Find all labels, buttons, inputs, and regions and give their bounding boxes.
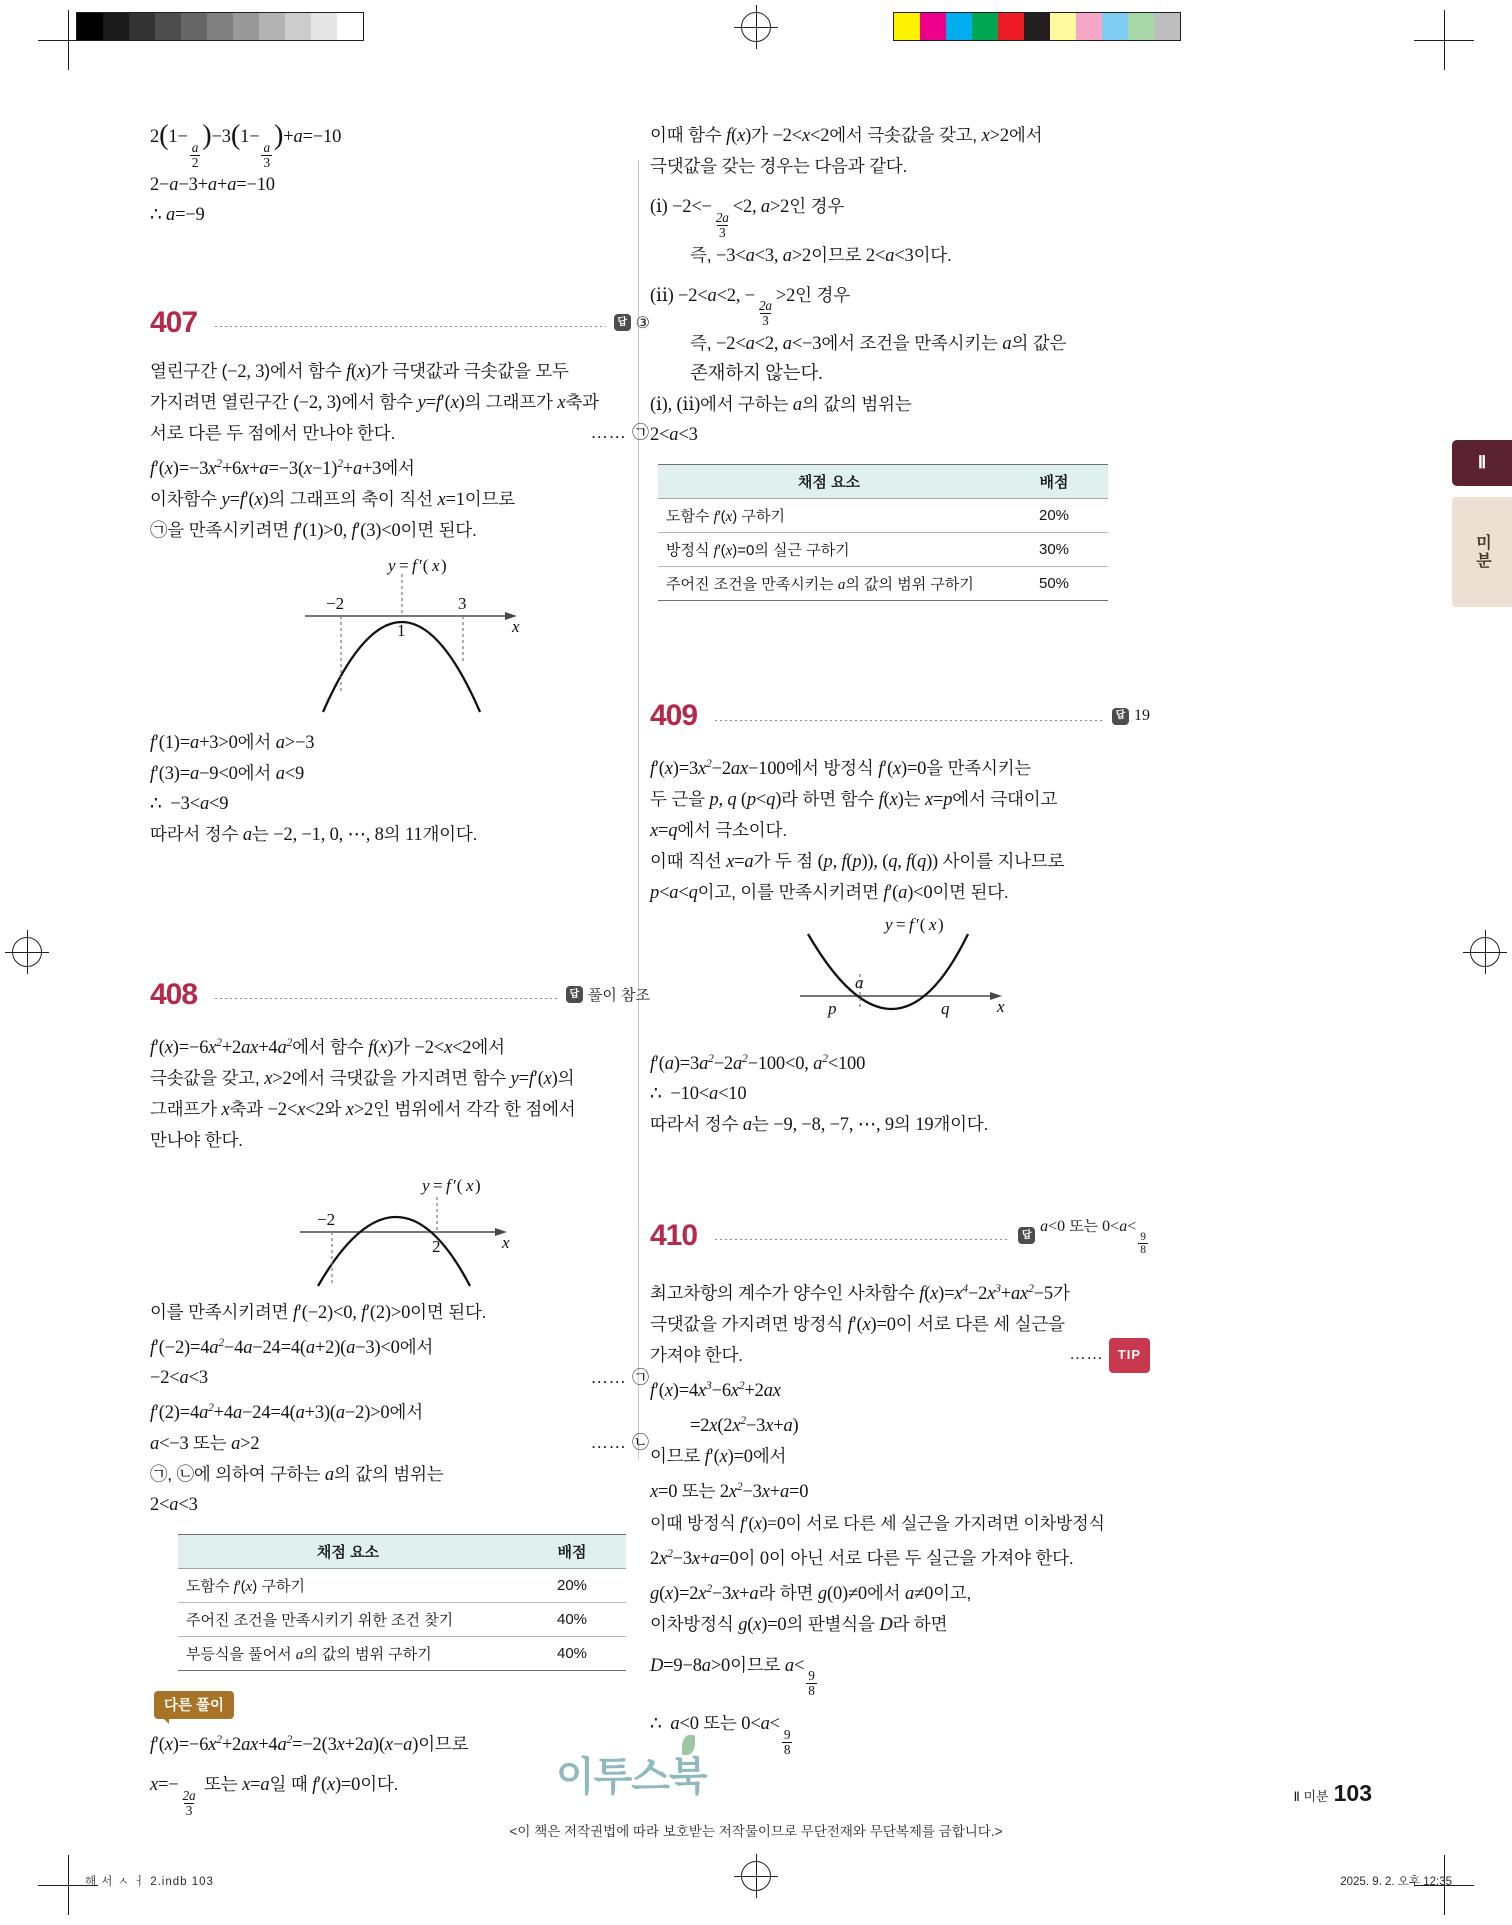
graph-408-svg bbox=[150, 1164, 650, 1289]
svg-text:f: f bbox=[909, 916, 914, 935]
score-item: 주어진 조건을 만족시키는 a의 값의 범위 구하기 bbox=[658, 567, 1000, 601]
table-row bbox=[178, 1603, 626, 1637]
tick-label-right: 2 bbox=[432, 1236, 441, 1256]
problem-header-408 bbox=[150, 977, 650, 1011]
graph-407 bbox=[150, 554, 650, 719]
tick-label-left: −2 bbox=[326, 593, 345, 613]
solution-line: 따라서 정수 a는 −2, −1, 0, ⋯, 8의 11개이다. bbox=[150, 823, 478, 845]
solution-line: $f'(x)=-6x^2+2ax+4a^2$에서 함수 f(x)가 −2<x<2에서 bbox=[150, 1036, 505, 1058]
solution-line: 이차함수 y=f′(x)의 그래프의 축이 직선 x=1이므로 bbox=[150, 488, 515, 510]
svg-text:): ) bbox=[441, 555, 447, 575]
solution-line: 최고차항의 계수가 양수인 사차함수 $f(x)=x^4-2x^3+ax^2-5$가 bbox=[650, 1282, 1070, 1305]
solution-line: 이때 직선 x=a가 두 점 (p, f(p)), (q, f(q)) 사이를 지나므로 bbox=[650, 851, 1065, 873]
solution-408-continued bbox=[650, 120, 1150, 450]
table-header-row bbox=[178, 1535, 626, 1569]
solution-line: $=2x(2x^2-3x+a)$ bbox=[690, 1415, 799, 1437]
answer-value-408: 풀이 참조 bbox=[587, 987, 650, 1005]
reference-tag-a: …… ㉠ bbox=[590, 1368, 650, 1388]
axis-label-x: x bbox=[502, 1232, 510, 1252]
thumb-index-chip bbox=[1452, 440, 1512, 486]
thumb-index-chip-label: Ⅱ bbox=[1477, 453, 1487, 472]
score-item: 도함수 f′(x) 구하기 bbox=[658, 499, 1000, 533]
solution-line: a<−3 또는 a>2 …… ㉡ bbox=[150, 1428, 650, 1459]
solution-line: 2<a<3 bbox=[150, 1495, 198, 1516]
solution-line: 이때 함수 f(x)가 −2<x<2에서 극솟값을 갖고, x>2에서 bbox=[650, 125, 1043, 146]
problem-number-408: 408 bbox=[150, 977, 198, 1011]
answer-group-410 bbox=[1018, 1215, 1150, 1255]
svg-text:=: = bbox=[399, 555, 409, 575]
answer-badge-icon: 답 bbox=[1112, 708, 1129, 725]
score-item: 주어진 조건을 만족시키기 위한 조건 찾기 bbox=[178, 1603, 518, 1637]
score-points: 30% bbox=[1000, 533, 1108, 567]
solution-line: 이차방정식 g(x)=0의 판별식을 D라 하면 bbox=[650, 1613, 948, 1635]
problem-number-410: 410 bbox=[650, 1218, 698, 1252]
solution-line: x=q에서 극소이다. bbox=[650, 820, 787, 842]
solution-line: 이므로 f′(x)=0에서 bbox=[650, 1446, 787, 1468]
carryover-line-2: 2−a−3+a+a=−10 bbox=[150, 174, 275, 195]
answer-value-410: a<0 또는 0<a< $\frac{9}{8}$ bbox=[1040, 1218, 1146, 1256]
score-points: 40% bbox=[518, 1637, 626, 1671]
svg-text:x: x bbox=[929, 916, 937, 935]
answer-value-409: 19 bbox=[1134, 707, 1150, 725]
solution-body-410 bbox=[650, 1274, 1150, 1757]
graph-409-svg bbox=[650, 916, 1150, 1036]
score-points: 50% bbox=[1000, 567, 1108, 601]
svg-text:f: f bbox=[412, 555, 417, 575]
solution-line: 가져야 한다. …… TIP bbox=[650, 1340, 1150, 1371]
svg-text:y: y bbox=[388, 555, 396, 575]
solution-line: 2<a<3 bbox=[650, 425, 698, 446]
solution-line: x=0 또는 $2x^2-3x+a=0$ bbox=[650, 1481, 809, 1503]
page-number: 103 bbox=[1333, 1780, 1372, 1806]
answer-value-407: ③ bbox=[635, 314, 650, 332]
answer-badge-icon: 답 bbox=[614, 314, 631, 331]
svg-text:y: y bbox=[885, 916, 893, 935]
solution-line: $2x^2-3x+a=0$이 0이 아닌 서로 다른 두 실근을 가져야 한다. bbox=[650, 1547, 1074, 1569]
solution-line: $f'(x)=-3x^2+6x+a=-3(x-1)^2+a+3$에서 bbox=[150, 457, 415, 479]
svg-text:): ) bbox=[938, 916, 944, 935]
header-dotted-rule bbox=[215, 998, 558, 999]
column-header-item: 채점 요소 bbox=[658, 465, 1000, 499]
solution-body-408 bbox=[150, 1028, 650, 1156]
score-table-408 bbox=[178, 1534, 626, 1671]
answer-badge-icon: 답 bbox=[1018, 1227, 1035, 1244]
problem-number-407: 407 bbox=[150, 305, 198, 339]
table-row bbox=[658, 499, 1108, 533]
conclusion-409 bbox=[650, 1044, 1150, 1140]
svg-text:′(: ′( bbox=[916, 916, 926, 935]
thumb-index-tab bbox=[1452, 497, 1512, 607]
score-table-408-cont bbox=[658, 464, 1108, 601]
score-item: 방정식 f′(x)=0의 실근 구하기 bbox=[658, 533, 1000, 567]
conclusion-407 bbox=[150, 727, 650, 850]
carryover-block bbox=[150, 110, 650, 230]
solution-body-409 bbox=[650, 749, 1150, 908]
solution-line: 두 근을 p, q (p<q)라 하면 함수 f(x)는 x=p에서 극대이고 bbox=[650, 789, 1058, 811]
solution-line: ∴ −3<a<9 bbox=[150, 793, 229, 814]
solution-line: $f'(x)=3x^2-2ax-100$에서 방정식 f′(x)=0을 만족시키는 bbox=[650, 758, 1032, 780]
solution-line: p<a<q이고, 이를 만족시키려면 f′(a)<0이면 된다. bbox=[650, 882, 1009, 904]
graph-409 bbox=[650, 916, 1150, 1036]
page-number-block bbox=[1293, 1780, 1372, 1807]
solution-line: 열린구간 (−2, 3)에서 함수 f(x)가 극댓값과 극솟값을 모두 bbox=[150, 360, 569, 382]
solution-line: −2<a<3 …… ㉠ bbox=[150, 1363, 650, 1393]
publisher-logo bbox=[556, 1745, 707, 1802]
solution-line: 서로 다른 두 점에서 만나야 한다. …… ㉠ bbox=[150, 418, 650, 449]
carryover-line-3: ∴ a=−9 bbox=[150, 204, 205, 225]
answer-badge-icon: 답 bbox=[566, 986, 583, 1003]
print-file-info: 해 서 ㅅ ㅓ 2.indb 103 bbox=[85, 1876, 214, 1888]
solution-case-ii: (ⅱ) −2<a<2, − $\frac{2a}{3}$ >2인 경우 bbox=[650, 284, 850, 329]
answer-group-409 bbox=[1112, 707, 1150, 725]
solution-case-i-sub: 즉, −3<a<3, a>2이므로 2<a<3이다. bbox=[690, 244, 952, 266]
problem-header-407 bbox=[150, 305, 650, 339]
copyright-notice: <이 책은 저작권법에 따라 보호받는 저작물이므로 무단전재와 무단복제를 금합니다.> bbox=[509, 1824, 1003, 1839]
solution-line: 이를 만족시키려면 f′(−2)<0, f′(2)>0이면 된다. bbox=[150, 1301, 487, 1323]
svg-text:x: x bbox=[432, 555, 440, 575]
after-graph-408 bbox=[150, 1297, 650, 1520]
svg-text:=: = bbox=[433, 1175, 443, 1195]
problem-header-410 bbox=[650, 1215, 1150, 1255]
axis-label-x: x bbox=[512, 616, 520, 636]
table-row bbox=[658, 533, 1108, 567]
solution-line: 극댓값을 가지려면 방정식 f′(x)=0이 서로 다른 세 실근을 bbox=[650, 1314, 1065, 1336]
page-chapter-label: Ⅱ 미분 bbox=[1293, 1789, 1329, 1804]
score-points: 40% bbox=[518, 1603, 626, 1637]
solution-line: 극솟값을 갖고, x>2에서 극댓값을 가지려면 함수 y=f′(x)의 bbox=[150, 1067, 575, 1089]
svg-text:=: = bbox=[896, 916, 906, 935]
solution-case-ii-sub2: 존재하지 않는다. bbox=[690, 364, 823, 385]
header-dotted-rule bbox=[715, 1239, 1010, 1240]
score-item: 도함수 f′(x) 구하기 bbox=[178, 1569, 518, 1603]
solution-line: (ⅰ), (ⅱ)에서 구하는 a의 값의 범위는 bbox=[650, 394, 912, 416]
solution-line: f′(3)=a−9<0에서 a<9 bbox=[150, 762, 305, 784]
solution-line: $f'(2)=4a^2+4a-24=4(a+3)(a-2)>0$에서 bbox=[150, 1402, 423, 1424]
solution-case-ii-sub1: 즉, −2<a<2, a<−3에서 조건을 만족시키는 a의 값은 bbox=[690, 333, 1067, 355]
solution-line: ∴ −10<a<10 bbox=[650, 1084, 747, 1105]
table-header-row bbox=[658, 465, 1108, 499]
tip-tag: TIP bbox=[1109, 1338, 1150, 1373]
table-row bbox=[658, 567, 1108, 601]
header-dotted-rule bbox=[715, 720, 1104, 721]
solution-line: x=− $\frac{2a}{3}$ 또는 x=a일 때 f′(x)=0이다. bbox=[150, 1774, 399, 1818]
solution-case-i: (ⅰ) −2<− $\frac{2a}{3}$ <2, a>2인 경우 bbox=[650, 196, 845, 240]
tip-marker: …… TIP bbox=[1070, 1338, 1150, 1373]
tick-label-a: a bbox=[855, 973, 864, 993]
answer-group-407 bbox=[614, 313, 650, 333]
score-points: 20% bbox=[518, 1569, 626, 1603]
graph-407-svg bbox=[150, 554, 650, 719]
column-header-points: 배점 bbox=[518, 1535, 626, 1569]
alt-solution-tag: 다른 풀이 bbox=[154, 1691, 234, 1719]
left-column bbox=[150, 110, 650, 1818]
print-timestamp: 2025. 9. 2. 오후 12:35 bbox=[1340, 1876, 1452, 1888]
svg-text:): ) bbox=[475, 1175, 481, 1195]
svg-text:y: y bbox=[422, 1175, 430, 1195]
answer-group-408 bbox=[566, 984, 650, 1005]
column-header-item: 채점 요소 bbox=[178, 1535, 518, 1569]
svg-text:′(: ′( bbox=[419, 555, 429, 575]
tick-label-vertex: 1 bbox=[397, 620, 406, 640]
solution-line: $f'(x)=4x^3-6x^2+2ax$ bbox=[650, 1380, 781, 1402]
solution-line: 따라서 정수 a는 −9, −8, −7, ⋯, 9의 19개이다. bbox=[650, 1114, 989, 1136]
tick-label-p: p bbox=[828, 999, 837, 1019]
reference-tag-b: …… ㉡ bbox=[590, 1433, 650, 1453]
solution-line: 극댓값을 갖는 경우는 다음과 같다. bbox=[650, 156, 908, 176]
carryover-line-1: 2(1− $\frac{a}{2}$ )−3(1− $\frac{a}{3}$ )+a=−10 bbox=[150, 119, 342, 170]
right-column bbox=[650, 120, 1150, 1757]
problem-header-409 bbox=[650, 701, 1150, 731]
solution-line: f′(1)=a+3>0에서 a>−3 bbox=[150, 731, 315, 753]
tick-label-q: q bbox=[941, 999, 950, 1019]
solution-line: $f'(-2)=4a^2-4a-24=4(a+2)(a-3)<0$에서 bbox=[150, 1336, 434, 1359]
axis-label-x: x bbox=[997, 997, 1005, 1017]
score-item: 부등식을 풀어서 a의 값의 범위 구하기 bbox=[178, 1637, 518, 1671]
svg-text:′(: ′( bbox=[453, 1175, 463, 1195]
solution-line: ㉠을 만족시키려면 f′(1)>0, f′(3)<0이면 된다. bbox=[150, 519, 477, 541]
table-row bbox=[178, 1569, 626, 1603]
thumb-index-tab-label: 미분 bbox=[1473, 534, 1491, 570]
solution-line: 가지려면 열린구간 (−2, 3)에서 함수 y=f′(x)의 그래프가 x축과 bbox=[150, 391, 599, 413]
solution-line: 이때 방정식 f′(x)=0이 서로 다른 세 실근을 가지려면 이차방정식 bbox=[650, 1512, 1105, 1533]
tick-label-left: −2 bbox=[317, 1209, 336, 1229]
header-dotted-rule bbox=[215, 326, 606, 327]
column-header-points: 배점 bbox=[1000, 465, 1108, 499]
table-row bbox=[178, 1637, 626, 1671]
solution-line: D=9−8a>0이므로 a< $\frac{9}{8}$ bbox=[650, 1654, 815, 1699]
solution-line: $f'(a)=3a^2-2a^2-100<0$, $a^2<100$ bbox=[650, 1053, 866, 1075]
solution-line: ㉠, ㉡에 의하여 구하는 a의 값의 범위는 bbox=[150, 1464, 444, 1486]
graph-408 bbox=[150, 1164, 650, 1289]
problem-number-409: 409 bbox=[650, 699, 698, 733]
score-points: 20% bbox=[1000, 499, 1108, 533]
reference-tag-a: …… ㉠ bbox=[590, 422, 650, 442]
svg-text:x: x bbox=[466, 1175, 474, 1195]
publisher-logo-text: 이투스북 bbox=[556, 1755, 707, 1799]
solution-line: 만나야 한다. bbox=[150, 1129, 243, 1150]
tick-label-right: 3 bbox=[458, 593, 467, 613]
solution-body-407 bbox=[150, 356, 650, 546]
solution-line: ∴ a<0 또는 0<a< $\frac{9}{8}$ bbox=[650, 1713, 791, 1757]
solution-line: $f'(x)=-6x^2+2ax+4a^2=-2(3x+2a)(x-a)$이므로 bbox=[150, 1734, 469, 1756]
svg-text:f: f bbox=[446, 1175, 451, 1195]
solution-line: 그래프가 x축과 −2<x<2와 x>2인 범위에서 각각 한 점에서 bbox=[150, 1098, 576, 1120]
solution-line: $g(x)=2x^2-3x+a$라 하면 g(0)≠0에서 a≠0이고, bbox=[650, 1582, 972, 1604]
